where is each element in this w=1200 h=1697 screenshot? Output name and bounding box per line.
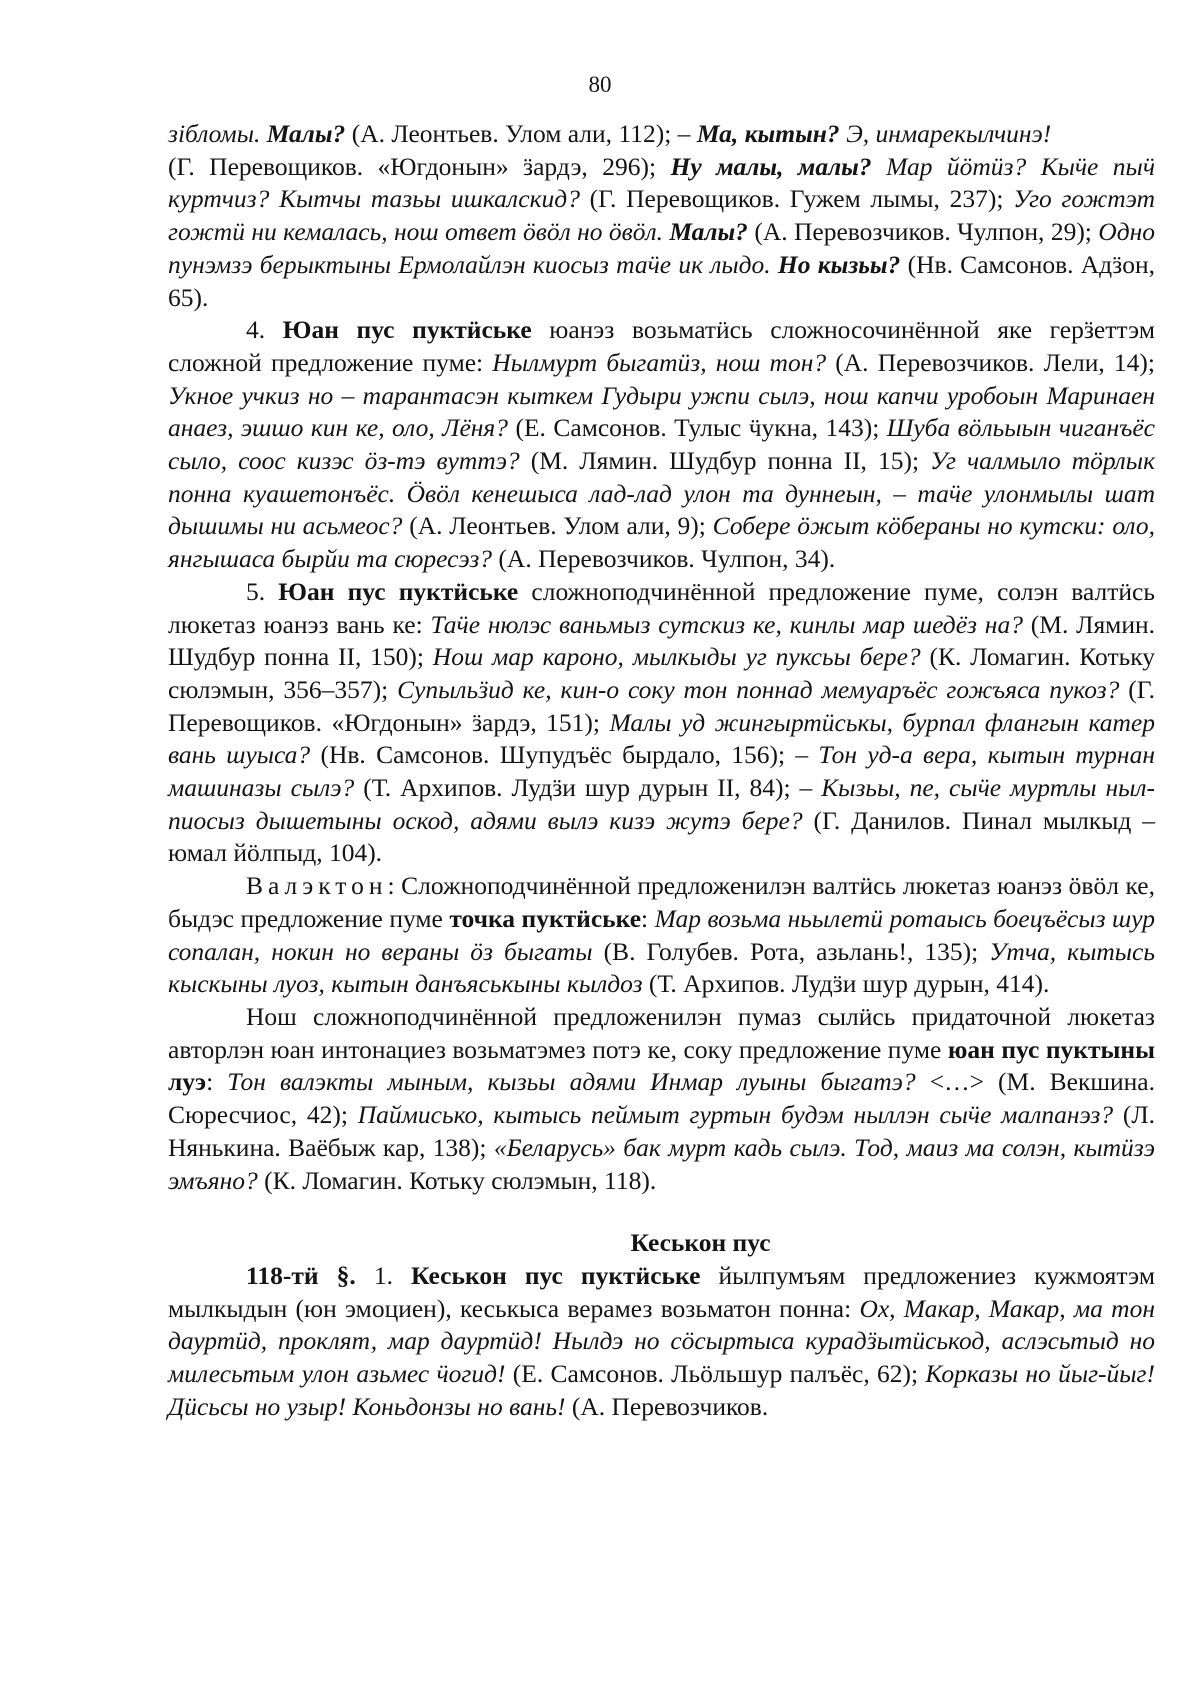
text-segment: юан пус пуктыны луэ <box>168 1034 1155 1097</box>
text-segment: (Г. Перевощиков. Гужем лымы, 237); <box>579 184 1014 214</box>
text-segment: Малы? <box>266 119 346 148</box>
text-segment: 1. <box>355 1260 412 1290</box>
text-segment: (Е. Самсонов. Тулыс ӵукна, 143); <box>508 413 887 443</box>
text-segment: Таӵе нюлэс ваньмыз сутскиз ке, кинлы мар шедёз на? <box>430 609 1023 639</box>
text-segment: Ма, кытын? <box>696 119 840 148</box>
text-segment: сложноподчинённой предложение пуме, солэн валтӥсь люкетаз юанэз вань ке: <box>168 576 1155 639</box>
paragraph-3 <box>168 314 1155 576</box>
text-segment: Нош мар кароно, мылкыды уг пуксьы бере? <box>432 642 921 672</box>
text-segment: : Сложноподчинённой предложенилэн валтӥсь люкетаз юанэз ӧвӧл ке, быдэс предложение пуме <box>168 871 1155 933</box>
text-segment: Малы уд жингыртӥськы, бурпал флангын катер вань шуыса? <box>168 707 1155 770</box>
text-segment: «Беларусь» бак мурт кадь сылэ. Тод, маиз ма солэн, кытӥзэ эмъяно? <box>168 1132 1155 1195</box>
text-segment: 5. <box>246 576 279 606</box>
text-segment: (К. Ломагин. Котьку сюлэмын, 356–357); <box>168 642 1155 704</box>
text-segment: (М. Лямин. Шудбур понна II, 150); <box>168 609 1155 672</box>
text-segment: (В. Голубев. Рота, азьлань!, 135); <box>592 936 990 966</box>
text-segment: Кызьы, пе, сыӵе муртлы нылпиосыз дышетыны оскод, адями вылэ кизэ жутэ бере? <box>168 773 1155 835</box>
paragraph-2 <box>168 151 1155 315</box>
text-segment: Одно пунэмзэ берыктыны Ермолайлэн киосыз таӵе ик лыдо. <box>168 217 1155 279</box>
text-segment: (Г. Данилов. Пинал мылкыд – юмал йӧлпыд, 104). <box>168 805 1155 868</box>
page-number: 80 <box>588 72 612 97</box>
text-segment: (Г. Перевощиков. «Югдонын» ӟардэ, 151); <box>168 674 1155 737</box>
text-segment: Мар йӧтӥз? Кыӵе пыӵ куртчиз? Кытчы тазьы ишкалскид? <box>168 151 1155 214</box>
text-segment: : <box>206 1067 228 1097</box>
text-segment: Кеськон пус пуктӥське <box>411 1260 701 1290</box>
text-segment: Корказы но йыг-йыг! Дӥсьсы но узыр! Коньдонзы но вань! <box>168 1359 1155 1421</box>
text-segment: : <box>641 903 655 933</box>
text-segment: (Т. Архипов. Лудӟи шур дурын II, 84); – <box>354 773 822 803</box>
text-segment: Ну малы, малы? <box>670 151 872 181</box>
text-segment: Мар возьма ньылетӥ ротаысь боецъёсыз шур сопалан, нокин но вераны ӧз быгаты <box>168 903 1156 966</box>
text-segment: 118-тӥ §. <box>246 1260 356 1290</box>
paragraph-1 <box>168 118 1155 151</box>
text-segment: Укное учкиз но – тарантасэн кыткем Гудыри ужпи сылэ, нош капчи уробоын Маринаен анаез, эшшо кин ке, оло, Лёня? <box>168 380 1155 443</box>
text-segment: Э, инмарекылчинэ! <box>839 119 1052 148</box>
text-segment: Уг чалмыло тӧрлык понна куашетонъёс. Ӧвӧл кенешыса лад-лад улон та дуннеын, – таӵе улонмылы шат дышимы ни асьмеос? <box>168 446 1155 541</box>
text-segment: Тон валэкты мыным, кызьы адями Инмар луыны быгатэ? <box>227 1067 916 1097</box>
text-segment: точка пуктӥське <box>449 903 642 933</box>
text-segment: (Нв. Самсонов. Адӟон, 65). <box>168 249 1156 312</box>
text-segment: (Т. Архипов. Лудӟи шур дурын, 414). <box>642 969 1050 999</box>
body-text <box>168 118 1155 1423</box>
text-segment: (Нв. Самсонов. Шупудъёс бырдало, 156); – <box>310 740 819 770</box>
text-segment: (А. Леонтьев. Улом али, 9); <box>402 511 713 541</box>
text-segment: <…> (М. Векшина. Сюресчиос, 42); <box>168 1067 1156 1130</box>
text-segment: (Е. Самсонов. Льӧльшур палъёс, 62); <box>505 1359 926 1389</box>
text-segment: (А. Леонтьев. Улом али, 112); – <box>345 119 697 148</box>
text-segment: юанэз возьматӥсь сложносочинённой яке герӟеттэм сложной предложение пуме: <box>168 315 1156 377</box>
text-segment: Уго гожтэт гожтӥ ни кемалась, нош ответ ӧвӧл но ӧвӧл. <box>168 184 1156 247</box>
text-segment: Шуба вӧльыын чиганъёс сыло, соос кизэс ӧз-тэ вуттэ? <box>168 413 1156 476</box>
text-segment: (К. Ломагин. Котьку сюлэмын, 118). <box>257 1165 657 1195</box>
text-segment: йылпумъям предложениез кужмоятэм мылкыдын (юн эмоциен), кеськыса верамез возьматон понна: <box>168 1260 1155 1323</box>
text-segment: (А. Перевозчиков. Чулпон, 29); <box>747 217 1099 247</box>
text-segment: (А. Перевозчиков. Лели, 14); <box>826 347 1155 377</box>
text-segment: Но кызьы? <box>777 249 901 279</box>
text-segment: Юан пус пуктӥське <box>282 315 532 345</box>
text-segment: Супыльӟид ке, кин-о соку тон поннад мемуаръёс гожъяса пукоз? <box>397 674 1120 704</box>
text-segment: (А. Перевозчиков. Чулпон, 34). <box>492 544 836 574</box>
text-segment: (Г. Перевощиков. «Югдонын» ӟардэ, 296); <box>168 151 671 181</box>
text-segment: Нылмурт быгатӥз, нош тон? <box>492 347 827 377</box>
text-segment: Юан пус пуктӥське <box>278 576 519 606</box>
paragraph-4 <box>168 576 1155 870</box>
text-segment: Тон уд-а вера, кытын турнан машиназы сылэ? <box>168 740 1155 803</box>
text-segment: 4. <box>246 315 283 345</box>
text-segment: (М. Лямин. Шудбур понна II, 15); <box>519 446 931 476</box>
text-segment: (Л. Нянькина. Ваёбыж кар, 138); <box>168 1100 1155 1162</box>
text-segment: Малы? <box>669 217 748 247</box>
paragraph-6 <box>168 1001 1155 1197</box>
text-segment: Ох, Макар, Макар, ма тон дауртӥд, проклят, мар дауртӥд! Нылдэ но сӧсыртыса курадӟытӥськод, аслэсьтыд но милесьтым улон азьмес ӵогид! <box>168 1293 1155 1389</box>
text-segment: (А. Перевозчиков. <box>565 1391 769 1421</box>
text-segment: Паймисько, кытысь пеймыт гуртын будэм ныллэн сыӵе малпанэз? <box>357 1100 1114 1130</box>
text-segment: зібломы. <box>168 119 267 148</box>
paragraph-5 <box>168 870 1155 1001</box>
section-heading: Кеськон пус <box>630 1228 771 1258</box>
text-segment: Валэктон <box>246 871 388 901</box>
paragraph-7 <box>168 1260 1155 1424</box>
text-segment: Утча, кытысь кыскыны луоз, кытын данъяськыны кылдоз <box>168 936 1155 999</box>
text-segment: Нош сложноподчинённой предложенилэн пумаз сылӥсь придаточной люкетаз авторлэн юан интонациез возьматэмез потэ ке, соку предложение пуме <box>168 1001 1155 1064</box>
text-segment: Собере ӧжыт кӧбераны но кутски: оло, янгышаса бырйи та сюресэз? <box>168 511 1155 574</box>
